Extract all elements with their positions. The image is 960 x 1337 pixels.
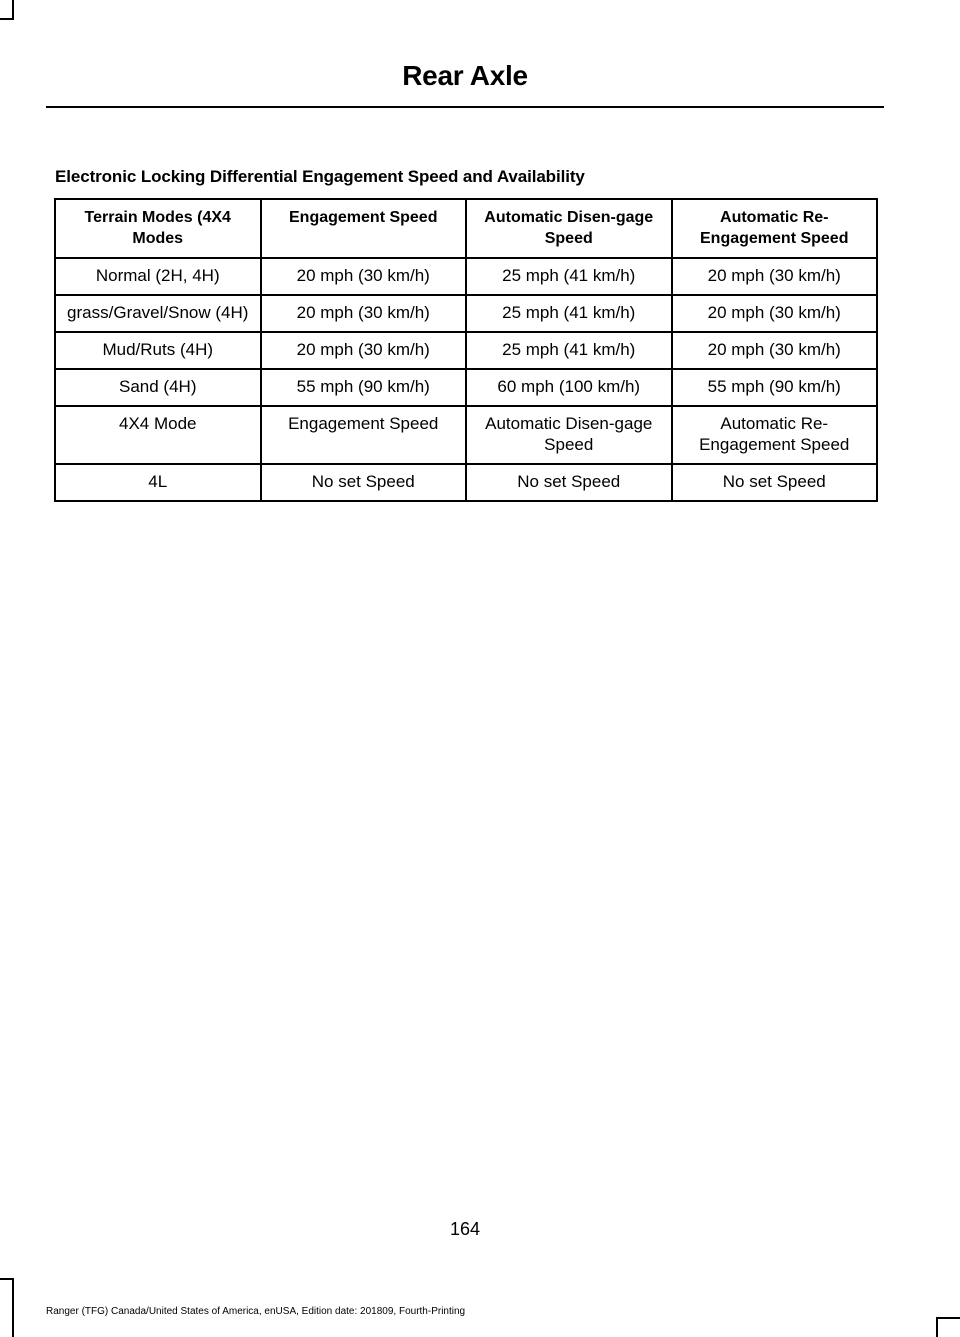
table-row <box>55 258 877 295</box>
column-header: Terrain Modes (4X4 Modes <box>55 199 261 258</box>
table-cell: Normal (2H, 4H) <box>55 258 261 295</box>
table-cell: 25 mph (41 km/h) <box>466 332 672 369</box>
crop-mark-bottom-left-v <box>12 1278 14 1337</box>
table-cell: grass/Gravel/Snow (4H) <box>55 295 261 332</box>
edition-footer: Ranger (TFG) Canada/United States of America, enUSA, Edition date: 201809, Fourth-Printing <box>46 1306 466 1317</box>
table-cell: Automatic Disen-gage Speed <box>466 406 672 464</box>
table-cell: 4X4 Mode <box>55 406 261 464</box>
table-cell: 20 mph (30 km/h) <box>261 295 467 332</box>
crop-mark-bottom-right-v <box>936 1317 938 1337</box>
table-cell: 20 mph (30 km/h) <box>261 332 467 369</box>
table-cell: 55 mph (90 km/h) <box>261 369 467 406</box>
table-cell: No set Speed <box>672 464 878 501</box>
table-row <box>55 464 877 501</box>
crop-mark-bottom-left-h <box>0 1278 14 1280</box>
table-cell: No set Speed <box>466 464 672 501</box>
table-caption: Electronic Locking Differential Engagement Speed and Availability <box>55 167 585 186</box>
table-cell: Automatic Re-Engagement Speed <box>672 406 878 464</box>
table-cell: Engagement Speed <box>261 406 467 464</box>
table-cell: 20 mph (30 km/h) <box>672 295 878 332</box>
column-header: Automatic Disen-gage Speed <box>466 199 672 258</box>
table-row <box>55 295 877 332</box>
table-cell: 25 mph (41 km/h) <box>466 258 672 295</box>
table-cell: 20 mph (30 km/h) <box>672 258 878 295</box>
page-number: 164 <box>449 1219 481 1239</box>
table-row <box>55 332 877 369</box>
page-title: Rear Axle <box>402 60 528 91</box>
table-row <box>55 406 877 464</box>
table-cell: 55 mph (90 km/h) <box>672 369 878 406</box>
crop-mark-top-left-v <box>12 0 14 20</box>
crop-mark-bottom-right-h <box>936 1317 960 1319</box>
table-cell: 25 mph (41 km/h) <box>466 295 672 332</box>
table-cell: No set Speed <box>261 464 467 501</box>
title-divider <box>46 106 884 108</box>
table-cell: 20 mph (30 km/h) <box>672 332 878 369</box>
speed-table <box>54 198 878 502</box>
table-cell: Sand (4H) <box>55 369 261 406</box>
table-header-row <box>55 199 877 258</box>
column-header: Engagement Speed <box>261 199 467 258</box>
table-cell: 4L <box>55 464 261 501</box>
table-row <box>55 369 877 406</box>
table-cell: Mud/Ruts (4H) <box>55 332 261 369</box>
table-cell: 20 mph (30 km/h) <box>261 258 467 295</box>
table-cell: 60 mph (100 km/h) <box>466 369 672 406</box>
column-header: Automatic Re-Engagement Speed <box>672 199 878 258</box>
crop-mark-top-left-h <box>0 18 14 20</box>
